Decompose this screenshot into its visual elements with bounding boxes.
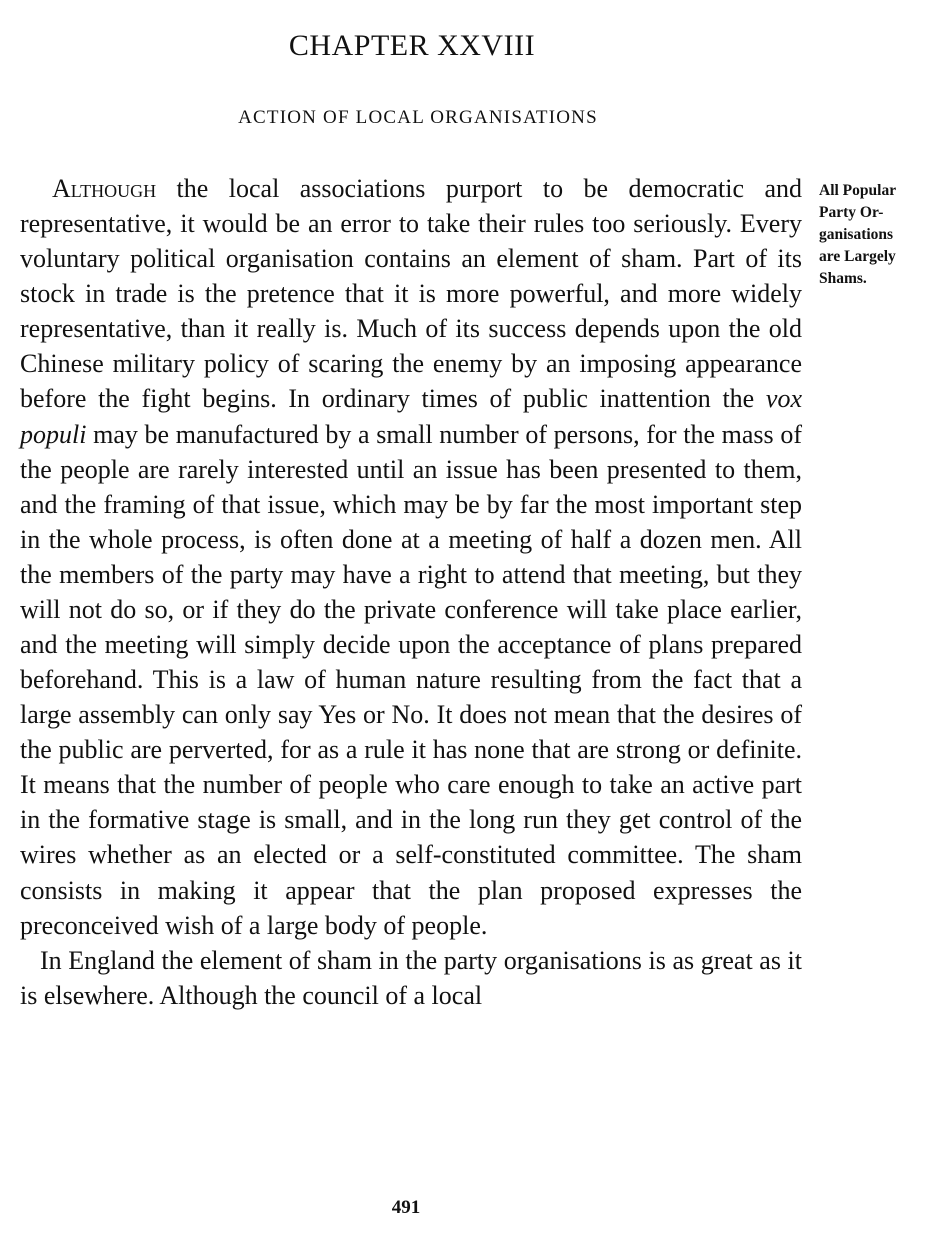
page-number: 491 [391, 1197, 421, 1218]
paragraph-2: In England the element of sham in the party organisations is as great as it is elsewhere. Although the council of a local [20, 945, 802, 1010]
margin-note-line: Shams. [819, 270, 867, 287]
body-text [20, 171, 802, 1013]
margin-note [819, 180, 947, 290]
paragraph-1 [20, 171, 802, 943]
chapter-heading: CHAPTER XXVIII [288, 29, 536, 62]
margin-note-line: ganisations [819, 226, 894, 243]
opening-word: Although [52, 174, 157, 203]
margin-note-line: All Popular [819, 182, 897, 199]
italic-phrase: vox populi [20, 384, 802, 449]
margin-note-line: Party Or- [819, 204, 884, 221]
section-title: ACTION OF LOCAL ORGANISATIONS [238, 107, 598, 128]
paragraph-1-text-b: may be manufactured by a small number of persons, for the mass of the people are rarely interested until an issue has been presented to them, and the framing of that issue, which may be by far the most important step in the whole process, is often done at a meeting of half a dozen men. All the members of the party may have a right to attend that meeting, but they will not do so, or if they do the private conference will take place earlier, and the meeting will simply decide upon the acceptance of plans prepared beforehand. This is a law of human nature resulting from the fact that a large assembly can only say Yes or No. It does not mean that the desires of the public are perverted, for as a rule it has none that are strong or definite. It means that the number of people who care enough to take an active part in the formative stage is small, and in the long run they get control of the wires whether as an elected or a self-constituted committee. The sham consists in making it appear that the plan proposed expresses the preconceived wish of a large body of people. [20, 419, 802, 940]
paragraph-1-text-a: the local associations purport to be democratic and representative, it would be an error to take their rules too seriously. Every voluntary political organisation contains an element of sham. Part of its stock in trade is the pretence that it is more powerful, and more widely representative, than it really is. Much of its success depends upon the old Chinese military policy of scaring the enemy by an imposing appearance before the fight begins. In ordinary times of public inattention the [20, 174, 802, 414]
margin-note-line: are Largely [819, 248, 896, 265]
